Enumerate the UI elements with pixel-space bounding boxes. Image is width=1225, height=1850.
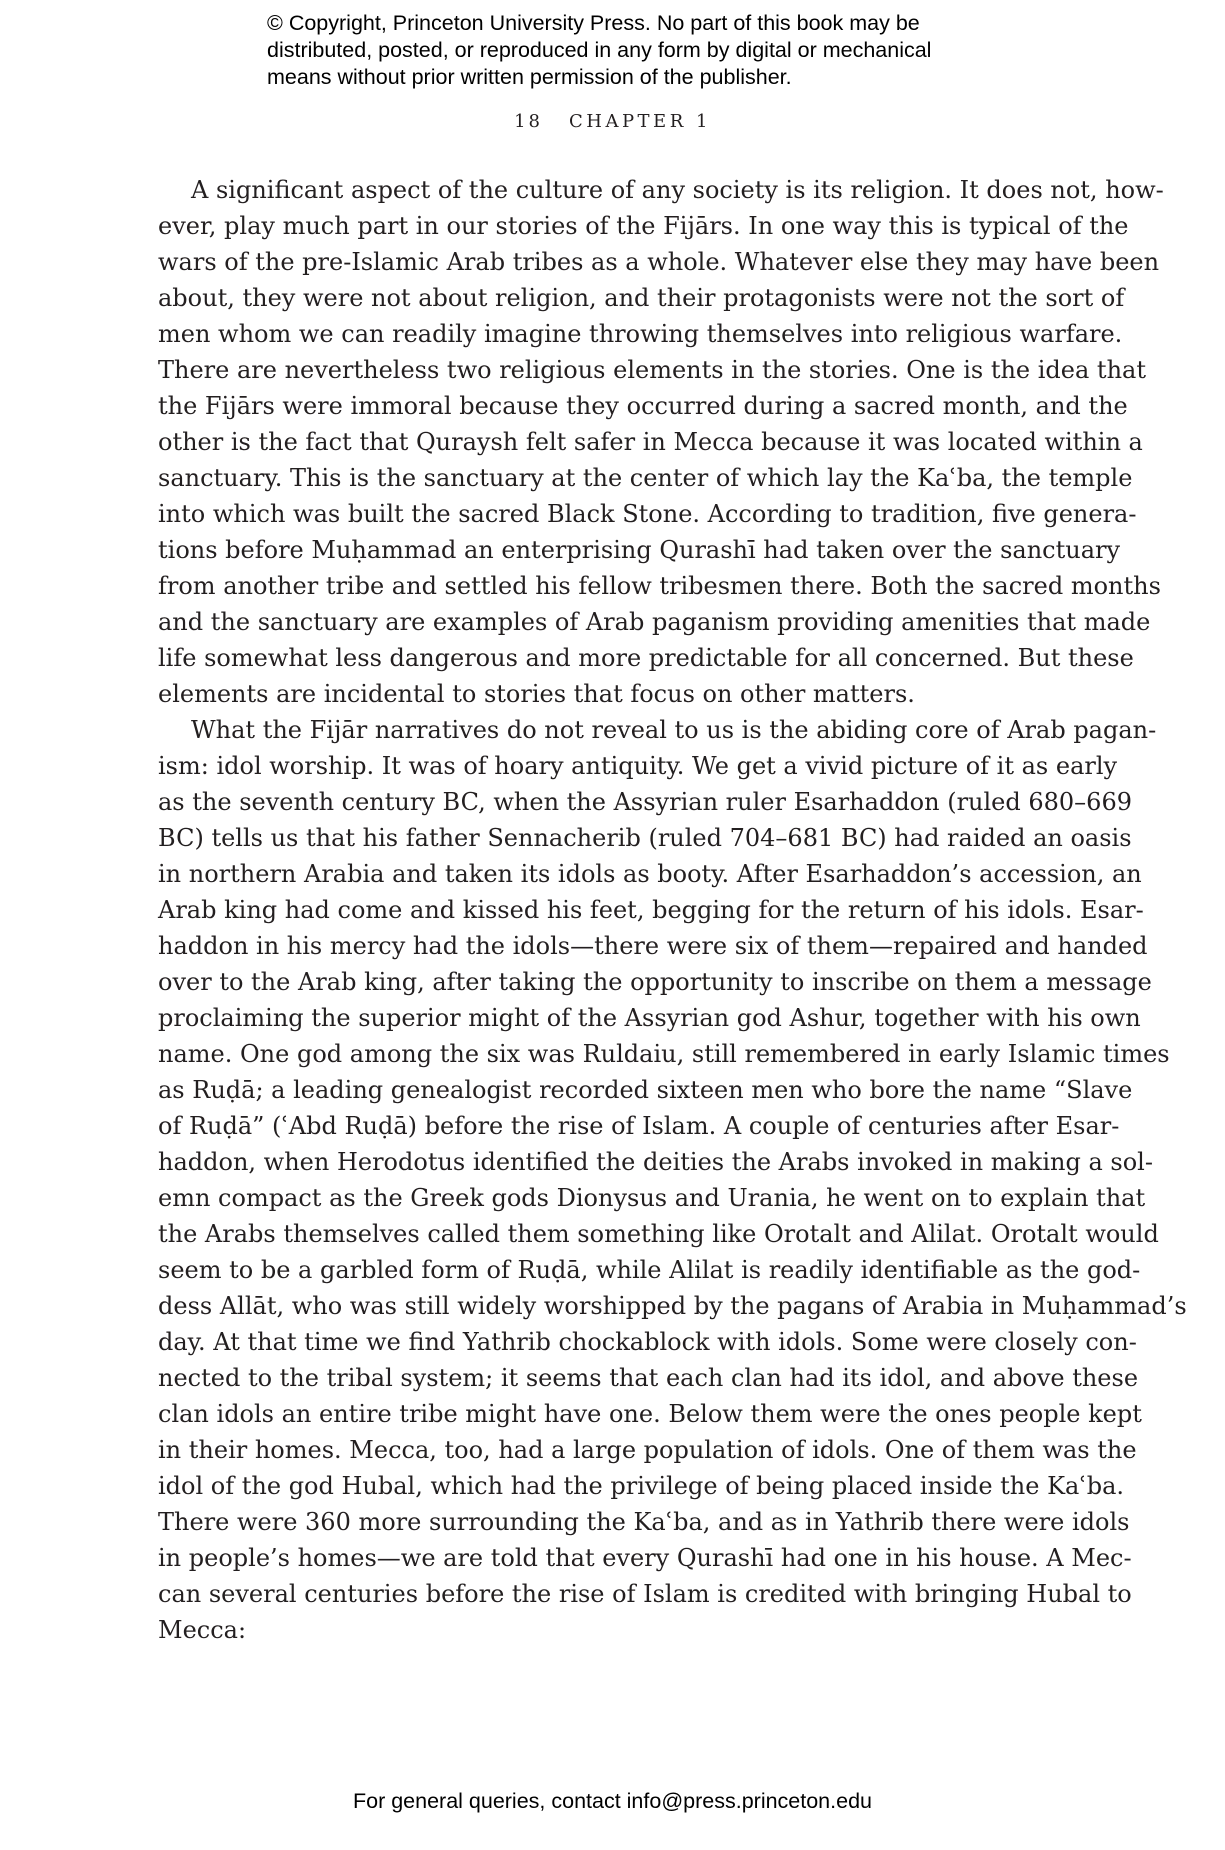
text-line: haddon in his mercy had the idols—there were six of them—repaired and handed (158, 932, 1148, 960)
text-line: idol of the god Hubal, which had the privilege of being placed inside the Kaʿba. (158, 1472, 1124, 1500)
text-line: in northern Arabia and taken its idols as booty. After Esarhaddon’s accession, an (158, 860, 1142, 888)
text-line: Arab king had come and kissed his feet, begging for the return of his idols. Esar- (158, 896, 1144, 924)
text-line: elements are incidental to stories that focus on other matters. (158, 680, 915, 708)
text-line: sanctuary. This is the sanctuary at the center of which lay the Kaʿba, the temple (158, 464, 1133, 492)
paragraph (158, 712, 1187, 1648)
text-line: ism: idol worship. It was of hoary antiquity. We get a vivid picture of it as early (158, 752, 1118, 780)
text-line: over to the Arab king, after taking the opportunity to inscribe on them a message (158, 968, 1152, 996)
text-line: other is the fact that Quraysh felt safer in Mecca because it was located within a (158, 428, 1143, 456)
text-line: from another tribe and settled his fellow tribesmen there. Both the sacred months (158, 572, 1161, 600)
copyright-line: distributed, posted, or reproduced in any form by digital or mechanical (267, 38, 932, 62)
text-line: life somewhat less dangerous and more predictable for all concerned. But these (158, 644, 1134, 672)
text-line: dess Allāt, who was still widely worshipped by the pagans of Arabia in Muḥammad’s (158, 1292, 1187, 1320)
text-line: A significant aspect of the culture of any society is its religion. It does not, how- (191, 176, 1164, 204)
text-line: What the Fijār narratives do not reveal to us is the abiding core of Arab pagan- (191, 716, 1157, 744)
text-line: about, they were not about religion, and their protagonists were not the sort of (158, 284, 1125, 312)
text-line: BC) tells us that his father Sennacherib (ruled 704–681 BC) had raided an oasis (158, 824, 1132, 852)
text-line: tions before Muḥammad an enterprising Qurashī had taken over the sanctuary (158, 536, 1121, 564)
text-line: of Ruḍā” (ʿAbd Ruḍā) before the rise of Islam. A couple of centuries after Esar- (158, 1112, 1120, 1140)
text-line: There are nevertheless two religious elements in the stories. One is the idea that (158, 356, 1146, 384)
text-line: men whom we can readily imagine throwing themselves into religious warfare. (158, 320, 1123, 348)
paragraph (158, 172, 1164, 712)
text-line: proclaiming the superior might of the Assyrian god Ashur, together with his own (158, 1004, 1141, 1032)
text-line: into which was built the sacred Black Stone. According to tradition, five genera- (158, 500, 1137, 528)
text-line: can several centuries before the rise of Islam is credited with bringing Hubal to (158, 1580, 1132, 1608)
text-line: emn compact as the Greek gods Dionysus and Urania, he went on to explain that (158, 1184, 1146, 1212)
text-line: as the seventh century BC, when the Assyrian ruler Esarhaddon (ruled 680–669 (158, 788, 1132, 816)
text-line: in people’s homes—we are told that every Qurashī had one in his house. A Mec- (158, 1544, 1132, 1572)
text-line: wars of the pre-Islamic Arab tribes as a whole. Whatever else they may have been (158, 248, 1160, 276)
text-line: nected to the tribal system; it seems that each clan had its idol, and above these (158, 1364, 1139, 1392)
copyright-notice (267, 10, 987, 91)
footer-contact: For general queries, contact info@press.princeton.edu (352, 1789, 872, 1813)
text-line: seem to be a garbled form of Ruḍā, while Alilat is readily identifiable as the god- (158, 1256, 1141, 1284)
text-line: name. One god among the six was Ruldaiu, still remembered in early Islamic times (158, 1040, 1170, 1068)
text-line: and the sanctuary are examples of Arab paganism providing amenities that made (158, 608, 1151, 636)
text-line: Mecca: (158, 1616, 247, 1644)
text-line: as Ruḍā; a leading genealogist recorded sixteen men who bore the name “Slave (158, 1076, 1133, 1104)
text-line: day. At that time we find Yathrib chockablock with idols. Some were closely con- (158, 1328, 1137, 1356)
text-line: in their homes. Mecca, too, had a large population of idols. One of them was the (158, 1436, 1137, 1464)
copyright-line: means without prior written permission of the publisher. (267, 65, 792, 89)
text-line: ever, play much part in our stories of the Fijārs. In one way this is typical of the (158, 212, 1129, 240)
body-text (158, 172, 1187, 1648)
running-head (0, 111, 1225, 132)
text-line: There were 360 more surrounding the Kaʿba, and as in Yathrib there were idols (158, 1508, 1130, 1536)
text-line: the Arabs themselves called them something like Orotalt and Alilat. Orotalt would (158, 1220, 1159, 1248)
page-number: 18 (514, 111, 543, 132)
text-line: clan idols an entire tribe might have one. Below them were the ones people kept (158, 1400, 1142, 1428)
text-line: the Fijārs were immoral because they occurred during a sacred month, and the (158, 392, 1128, 420)
copyright-line: © Copyright, Princeton University Press. No part of this book may be (267, 11, 920, 35)
chapter-heading: CHAPTER 1 (568, 111, 711, 132)
text-line: haddon, when Herodotus identified the deities the Arabs invoked in making a sol- (158, 1148, 1153, 1176)
